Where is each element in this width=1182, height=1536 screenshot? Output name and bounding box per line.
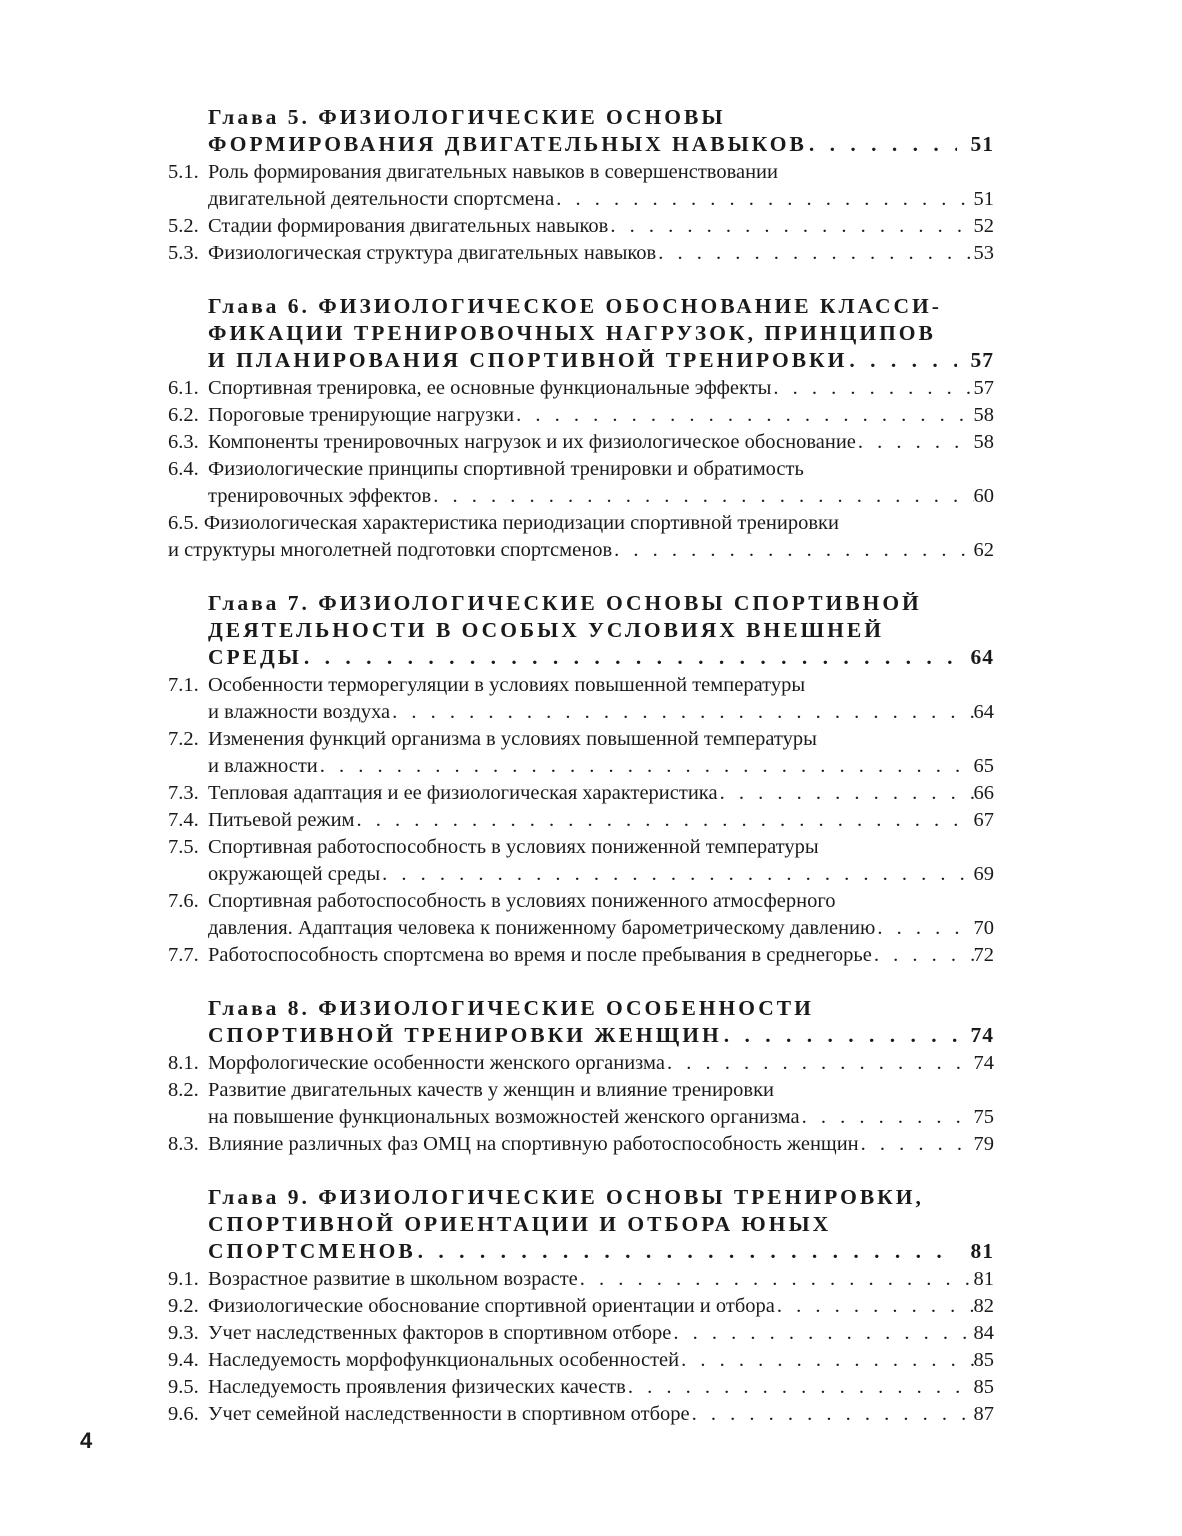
entry-last-line [208, 1131, 994, 1158]
entry-page-number: 79 [973, 1133, 994, 1155]
chapter-page-number: 57 [970, 348, 994, 372]
entry-last-line [208, 861, 994, 888]
entry-number: 7.1. [168, 674, 199, 696]
entry-text: и структуры многолетней подготовки спортсменов [168, 539, 613, 561]
dot-leader [724, 1022, 957, 1049]
entry-number: 5.1. [168, 161, 199, 183]
entry-text: Питьевой режим [208, 809, 355, 831]
dot-leader [628, 1374, 974, 1401]
entry-page-number: 52 [973, 215, 994, 237]
entry-body [208, 1131, 994, 1158]
entry-page-number: 82 [973, 1295, 994, 1317]
entry-number: 6.2. [168, 404, 199, 426]
entry-last-line [208, 1050, 994, 1077]
entry-last-line [208, 1401, 994, 1428]
dot-leader [849, 347, 956, 374]
toc-entry [168, 510, 994, 564]
toc-entry [168, 1374, 994, 1401]
chapter-block [168, 995, 994, 1158]
entry-body [208, 1293, 994, 1320]
dot-leader [681, 1347, 973, 1374]
entry-body [208, 1050, 994, 1077]
toc-entry [168, 1266, 994, 1293]
chapter-block [168, 104, 994, 267]
toc-entry [168, 240, 994, 267]
entry-body [208, 888, 994, 942]
toc-entry [168, 213, 994, 240]
chapter-title-last-line [208, 347, 994, 374]
entry-page-number: 69 [973, 863, 994, 885]
dot-leader [809, 131, 957, 158]
entry-text: и влажности воздуха [208, 701, 391, 723]
toc-entry [168, 834, 994, 888]
toc-entry [168, 807, 994, 834]
entry-page-number: 67 [973, 809, 994, 831]
entry-body [168, 510, 994, 564]
entry-number: 6.1. [168, 377, 199, 399]
entry-body [208, 456, 994, 510]
entry-text: Компоненты тренировочных нагрузок и их физиологическое обоснование [208, 431, 856, 453]
chapter-title-line: Глава 9. ФИЗИОЛОГИЧЕСКИЕ ОСНОВЫ ТРЕНИРОВКИ, [208, 1185, 924, 1209]
entry-page-number: 72 [973, 944, 994, 966]
entry-number: 7.3. [168, 782, 199, 804]
chapter-title-line: ДЕЯТЕЛЬНОСТИ В ОСОБЫХ УСЛОВИЯХ ВНЕШНЕЙ [208, 618, 884, 642]
entry-text-line: Особенности терморегуляции в условиях повышенной температуры [208, 674, 806, 696]
chapter-title-text: СРЕДЫ [208, 645, 302, 669]
dot-leader [418, 1238, 957, 1265]
entry-page-number: 85 [973, 1349, 994, 1371]
dot-leader [382, 861, 973, 888]
entry-text: Физиологическая структура двигательных навыков [208, 242, 657, 264]
chapter-block [168, 1184, 994, 1428]
page-number: 4 [80, 1428, 93, 1453]
dot-leader [773, 375, 973, 402]
dot-leader [433, 483, 973, 510]
dot-leader [861, 1131, 974, 1158]
entry-page-number: 85 [973, 1376, 994, 1398]
entry-text-line: Изменения функций организма в условиях повышенной температуры [208, 728, 817, 750]
toc-entry [168, 1293, 994, 1320]
entry-page-number: 70 [973, 917, 994, 939]
entry-body [208, 1374, 994, 1401]
entry-number: 9.5. [168, 1376, 199, 1398]
chapter-block [168, 590, 994, 969]
chapter-title [168, 1184, 994, 1265]
entry-last-line [208, 375, 994, 402]
dot-leader [673, 1320, 973, 1347]
entry-text-line: Роль формирования двигательных навыков в совершенствовании [208, 161, 778, 183]
chapter-page-number: 81 [970, 1239, 994, 1263]
entry-text: Физиологические обоснование спортивной ориентации и отбора [208, 1295, 775, 1317]
toc-entry [168, 672, 994, 726]
entry-text-line: Физиологическая характеристика периодизации спортивной тренировки [203, 512, 839, 534]
chapter-page-number: 74 [970, 1023, 994, 1047]
chapter-title-line: Глава 7. ФИЗИОЛОГИЧЕСКИЕ ОСНОВЫ СПОРТИВНОЙ [208, 591, 922, 615]
entry-last-line [168, 537, 994, 564]
entry-text: Влияние различных фаз ОМЦ на спортивную работоспособность женщин [208, 1133, 859, 1155]
entry-number: 6.5. [168, 512, 199, 534]
entry-last-line [208, 429, 994, 456]
toc-entry [168, 726, 994, 780]
entry-body [208, 942, 994, 969]
entry-last-line [208, 1320, 994, 1347]
entry-number: 9.4. [168, 1349, 199, 1371]
entry-body [208, 402, 994, 429]
entry-text: Учет семейной наследственности в спортивном отборе [208, 1403, 690, 1425]
entry-page-number: 58 [973, 404, 994, 426]
entry-number: 7.5. [168, 836, 199, 858]
chapter-title-text: СПОРТИВНОЙ ТРЕНИРОВКИ ЖЕНЩИН [208, 1023, 722, 1047]
entry-text-line: Спортивная работоспособность в условиях пониженной температуры [208, 836, 819, 858]
entry-number: 9.6. [168, 1403, 199, 1425]
entry-number: 6.4. [168, 458, 199, 480]
chapter-title-last-line [208, 131, 994, 158]
entry-last-line [208, 915, 994, 942]
chapter-title [168, 590, 994, 671]
entry-body [208, 159, 994, 213]
entry-page-number: 60 [973, 485, 994, 507]
dot-leader [392, 699, 973, 726]
entry-page-number: 62 [973, 539, 994, 561]
dot-leader [777, 1293, 974, 1320]
chapter-block [168, 293, 994, 564]
dot-leader [692, 1401, 974, 1428]
toc-entry [168, 1050, 994, 1077]
chapter-title [168, 293, 994, 374]
entry-page-number: 53 [973, 242, 994, 264]
toc-entry [168, 429, 994, 456]
entry-last-line [208, 780, 994, 807]
entry-page-number: 57 [973, 377, 994, 399]
dot-leader [304, 644, 957, 671]
entry-page-number: 75 [973, 1106, 994, 1128]
toc-entry [168, 942, 994, 969]
entry-last-line [208, 483, 994, 510]
entry-last-line [208, 753, 994, 780]
entry-body [208, 213, 994, 240]
dot-leader [556, 186, 973, 213]
entry-text: Работоспособность спортсмена во время и после пребывания в среднегорье [208, 944, 872, 966]
toc-entry [168, 375, 994, 402]
chapter-page-number: 64 [970, 645, 994, 669]
entry-body [208, 1401, 994, 1428]
toc-entry [168, 780, 994, 807]
entry-text: Спортивная тренировка, ее основные функциональные эффекты [208, 377, 772, 399]
chapter-title [168, 104, 994, 158]
dot-leader [614, 537, 973, 564]
chapter-title-last-line [208, 1022, 994, 1049]
entry-number: 6.3. [168, 431, 199, 453]
entry-page-number: 65 [973, 755, 994, 777]
dot-leader [877, 915, 973, 942]
entry-page-number: 58 [973, 431, 994, 453]
entry-body [208, 240, 994, 267]
dot-leader [858, 429, 974, 456]
entry-page-number: 74 [973, 1052, 994, 1074]
dot-leader [357, 807, 974, 834]
entry-number: 9.2. [168, 1295, 199, 1317]
entry-line [168, 510, 994, 537]
toc-entry [168, 456, 994, 510]
entry-text: Пороговые тренирующие нагрузки [208, 404, 515, 426]
entry-number: 5.2. [168, 215, 199, 237]
entry-body [208, 1077, 994, 1131]
entry-body [208, 1347, 994, 1374]
entry-last-line [208, 1266, 994, 1293]
entry-last-line [208, 942, 994, 969]
toc-entry [168, 1077, 994, 1131]
table-of-contents [168, 104, 994, 1454]
chapter-title-last-line [208, 644, 994, 671]
toc-entry [168, 1347, 994, 1374]
entry-text-line: Спортивная работоспособность в условиях пониженного атмосферного [208, 890, 836, 912]
chapter-title-line: ФИКАЦИИ ТРЕНИРОВОЧНЫХ НАГРУЗОК, ПРИНЦИПОВ [208, 321, 936, 345]
entry-body [208, 807, 994, 834]
entry-body [208, 1266, 994, 1293]
entry-number: 9.1. [168, 1268, 199, 1290]
toc-entry [168, 1131, 994, 1158]
dot-leader [667, 1050, 974, 1077]
dot-leader [610, 213, 973, 240]
dot-leader [720, 780, 974, 807]
entry-last-line [208, 186, 994, 213]
entry-number: 9.3. [168, 1322, 199, 1344]
entry-text: Учет наследственных факторов в спортивном отборе [208, 1322, 672, 1344]
chapter-title-line: Глава 6. ФИЗИОЛОГИЧЕСКОЕ ОБОСНОВАНИЕ КЛАССИ- [208, 294, 942, 318]
entry-text: на повышение функциональных возможностей женского организма [208, 1106, 800, 1128]
entry-text: тренировочных эффектов [208, 485, 432, 507]
entry-last-line [208, 402, 994, 429]
entry-text: Наследуемость морфофункциональных особенностей [208, 1349, 680, 1371]
entry-page-number: 51 [973, 188, 994, 210]
chapter-title-text: СПОРТСМЕНОВ [208, 1239, 416, 1263]
entry-text: Наследуемость проявления физических качеств [208, 1376, 626, 1398]
chapter-title-line: Глава 5. ФИЗИОЛОГИЧЕСКИЕ ОСНОВЫ [208, 105, 726, 129]
toc-entry [168, 1401, 994, 1428]
entry-last-line [208, 1293, 994, 1320]
entry-number: 7.6. [168, 890, 199, 912]
entry-text-line: Развитие двигательных качеств у женщин и влияние тренировки [208, 1079, 775, 1101]
entry-last-line [208, 1347, 994, 1374]
entry-body [208, 1320, 994, 1347]
entry-page-number: 81 [973, 1268, 994, 1290]
entry-number: 7.7. [168, 944, 199, 966]
entry-text-line: Физиологические принципы спортивной тренировки и обратимость [208, 458, 804, 480]
entry-number: 7.4. [168, 809, 199, 831]
entry-number: 7.2. [168, 728, 199, 750]
toc-entry [168, 888, 994, 942]
entry-text: Стадии формирования двигательных навыков [208, 215, 609, 237]
dot-leader [658, 240, 973, 267]
chapter-title [168, 995, 994, 1049]
dot-leader [874, 942, 974, 969]
entry-page-number: 66 [973, 782, 994, 804]
entry-number: 8.1. [168, 1052, 199, 1074]
entry-number: 8.3. [168, 1133, 199, 1155]
entry-text: Тепловая адаптация и ее физиологическая характеристика [208, 782, 718, 804]
entry-body [208, 834, 994, 888]
entry-last-line [208, 699, 994, 726]
entry-last-line [208, 240, 994, 267]
entry-last-line [208, 213, 994, 240]
chapter-title-line: СПОРТИВНОЙ ОРИЕНТАЦИИ И ОТБОРА ЮНЫХ [208, 1212, 832, 1236]
entry-last-line [208, 807, 994, 834]
dot-leader [320, 753, 974, 780]
dot-leader [516, 402, 973, 429]
toc-entry [168, 1320, 994, 1347]
chapter-title-text: ФОРМИРОВАНИЯ ДВИГАТЕЛЬНЫХ НАВЫКОВ [208, 132, 807, 156]
chapter-title-text: И ПЛАНИРОВАНИЯ СПОРТИВНОЙ ТРЕНИРОВКИ [208, 348, 848, 372]
entry-body [208, 780, 994, 807]
entry-last-line [208, 1104, 994, 1131]
entry-text: Морфологические особенности женского организма [208, 1052, 665, 1074]
entry-number: 8.2. [168, 1079, 199, 1101]
entry-body [208, 429, 994, 456]
entry-body [208, 375, 994, 402]
entry-text: давления. Адаптация человека к пониженному барометрическому давлению [208, 917, 876, 939]
chapter-page-number: 51 [970, 132, 994, 156]
toc-entry [168, 159, 994, 213]
entry-body [208, 672, 994, 726]
toc-entry [168, 402, 994, 429]
entry-body [208, 726, 994, 780]
dot-leader [802, 1104, 974, 1131]
entry-page-number: 87 [973, 1403, 994, 1425]
chapter-title-line: Глава 8. ФИЗИОЛОГИЧЕСКИЕ ОСОБЕННОСТИ [208, 996, 814, 1020]
entry-text: двигательной деятельности спортсмена [208, 188, 555, 210]
entry-text: и влажности [208, 755, 318, 777]
dot-leader [580, 1266, 974, 1293]
entry-number: 5.3. [168, 242, 199, 264]
entry-page-number: 84 [973, 1322, 994, 1344]
entry-text: Возрастное развитие в школьном возрасте [208, 1268, 578, 1290]
chapter-title-last-line [208, 1238, 994, 1265]
entry-last-line [208, 1374, 994, 1401]
entry-text: окружающей среды [208, 863, 381, 885]
entry-page-number: 64 [973, 701, 994, 723]
